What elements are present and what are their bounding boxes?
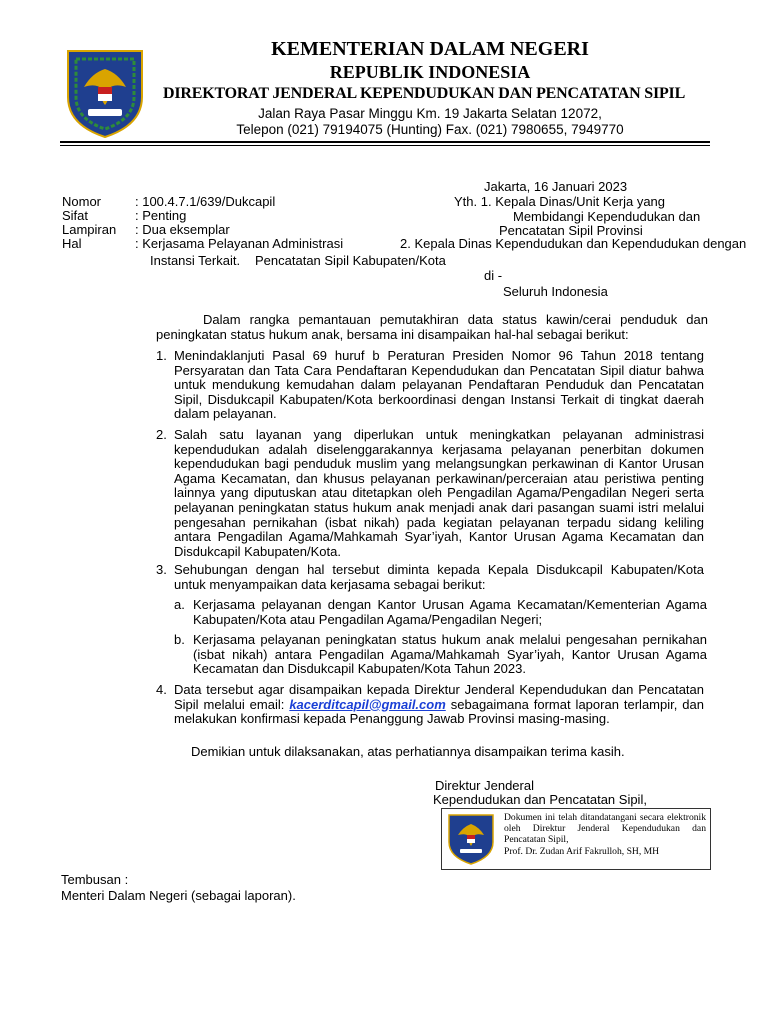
recipient-line-2: Membidangi Kependudukan dan <box>513 209 701 224</box>
sifat-label: Sifat <box>62 208 89 223</box>
ministry-name: KEMENTERIAN DALAM NEGERI <box>271 38 589 60</box>
directorate-name: DIREKTORAT JENDERAL KEPENDUDUKAN DAN PENCATATAN SIPIL <box>163 85 686 102</box>
hal-value-2: Instansi Terkait. <box>150 253 241 268</box>
item-4-text-a: Data tersebut agar disampaikan kepada Direktur Jenderal Kependudukan dan Pencatatan Sipil melalui email: <box>174 682 704 712</box>
item-2-text: Salah satu layanan yang diperlukan untuk meningkatkan pelayanan administrasi kependudukan adalah diselenggarakannya kerjasama pelayanan penerbitan dokumen kependudukan bagi penduduk muslim yang melangsungkan perkawinan di Kantor Urusan Agama Kecamatan, dan khusus pelayanan perkawinan/perceraian atau peristiwa penting lainnya yang diputuskan atau ditetapkan oleh Pengadilan Agama/Pengadilan Negeri serta pelayanan peningkatan status hukum anak menjadi anak dari pasangan suami istri melalui pengesahan pernikahan (isbat nikah) pada kegiatan pelayanan terpadu sidang keliling antara Pengadilan Agama/Mahkamah Syar’iyah, Kantor Urusan Agama Kecamatan dan Disdukcapil Kabupaten/Kota. <box>174 427 704 559</box>
email-link[interactable]: kacerditcapil@gmail.com <box>289 696 446 712</box>
hal-label: Hal <box>62 236 82 251</box>
item-3b-text: Kerjasama pelayanan peningkatan status hukum anak melalui pengesahan pernikahan (isbat nikah) antara Pengadilan Agama/Mahkamah Syar’iyah, Kantor Urusan Agama Kecamatan dan Disdukcapil Kabupaten/Kota Tahun 2023. <box>193 632 707 677</box>
item-1-text: Menindaklanjuti Pasal 69 huruf b Peraturan Presiden Nomor 96 Tahun 2018 tentang Persyaratan dan Tata Cara Pendaftaran Kependudukan dan Pencatatan Sipil diatur bahwa untuk mendukung kemudahan dalam pelayanan Pendaftaran Penduduk dan Pencatatan Sipil, Disdukcapil Kabupaten/Kota berkoordinasi dengan Instansi Terkait di tingkat daerah dalam pelayanan. <box>174 348 704 422</box>
letter-date: Jakarta, 16 Januari 2023 <box>484 179 628 194</box>
hal-value-1: : Kerjasama Pelayanan Administrasi <box>135 236 344 251</box>
item-3-text: Sehubungan dengan hal tersebut diminta kepada Kepala Disdukcapil Kabupaten/Kota untuk menyampaikan data kerjasama sebagai berikut: <box>174 562 704 592</box>
signatory-title-2: Kependudukan dan Pencatatan Sipil, <box>433 792 647 807</box>
phone-fax: Telepon (021) 79194075 (Hunting) Fax. (021) 7980655, 7949770 <box>236 122 624 137</box>
recipient-line-1: Yth. 1. Kepala Dinas/Unit Kerja yang <box>454 194 666 209</box>
header-rule-thick <box>60 141 710 143</box>
recipient-di: di - <box>484 268 503 283</box>
stamp-text <box>504 812 706 857</box>
item-3-number: 3. <box>156 562 167 577</box>
item-4-text <box>174 683 704 727</box>
cc-item: Menteri Dalam Negeri (sebagai laporan). <box>61 888 296 903</box>
recipient-line-4: 2. Kepala Dinas Kependudukan dan Kependudukan dengan <box>400 236 747 251</box>
item-3b-letter: b. <box>174 632 185 647</box>
electronic-signature-stamp <box>441 808 711 870</box>
item-1-number: 1. <box>156 348 167 363</box>
recipient-place: Seluruh Indonesia <box>503 284 608 299</box>
lampiran-value: : Dua eksemplar <box>135 222 230 237</box>
cc-label: Tembusan : <box>61 872 129 887</box>
recipient-line-5: Pencatatan Sipil Kabupaten/Kota <box>255 253 446 268</box>
address: Jalan Raya Pasar Minggu Km. 19 Jakarta Selatan 12072, <box>258 106 602 121</box>
intro-paragraph: Dalam rangka pemantauan pemutakhiran data status kawin/cerai penduduk dan peningkatan status hukum anak, bersama ini disampaikan hal-hal sebagai berikut: <box>156 312 708 342</box>
item-4-text-b: sebagaimana format laporan terlampir, dan melakukan konfirmasi kepada Penanggung Jawab Provinsi masing-masing. <box>174 696 704 727</box>
header-rule-thin <box>60 145 710 146</box>
nomor-value: : 100.4.7.1/639/Dukcapil <box>135 194 276 209</box>
item-4-number: 4. <box>156 682 167 697</box>
closing-sentence: Demikian untuk dilaksanakan, atas perhatiannya disampaikan terima kasih. <box>191 744 625 759</box>
signer-name: Prof. Dr. Zudan Arif Fakrulloh, SH, MH <box>504 845 660 857</box>
lampiran-label: Lampiran <box>62 222 117 237</box>
garuda-emblem-small-icon <box>446 813 496 865</box>
sifat-value: : Penting <box>135 208 187 223</box>
item-3a-text: Kerjasama pelayanan dengan Kantor Urusan Agama Kecamatan/Kementerian Agama Kabupaten/Kota atau Pengadilan Agama/Pengadilan Negeri; <box>193 597 707 627</box>
recipient-line-3: Pencatatan Sipil Provinsi <box>499 223 643 238</box>
stamp-statement: Dokumen ini telah ditandatangani secara elektronik oleh Direktur Jenderal Kependudukan dan Pencatatan Sipil, <box>504 812 706 846</box>
garuda-emblem-icon <box>62 47 148 139</box>
nomor-label: Nomor <box>62 194 102 209</box>
country-name: REPUBLIK INDONESIA <box>329 62 531 82</box>
signatory-title-1: Direktur Jenderal <box>435 778 534 793</box>
item-3a-letter: a. <box>174 597 185 612</box>
item-2-number: 2. <box>156 427 167 442</box>
